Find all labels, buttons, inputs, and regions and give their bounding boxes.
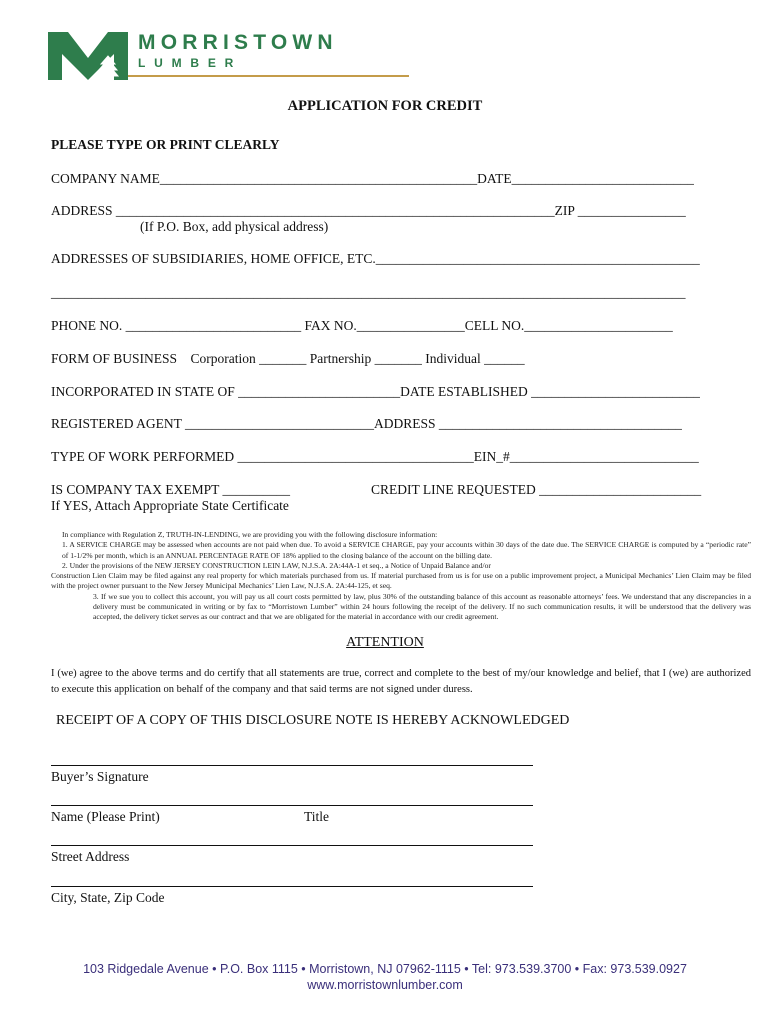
brand-name-bottom: LUMBER [138,56,243,70]
name-print-line[interactable] [51,805,533,806]
tax-exempt-field[interactable]: IS COMPANY TAX EXEMPT __________ [51,482,290,497]
disclosure-intro: In compliance with Regulation Z, TRUTH-IN-LENDING, we are providing you with the following disclosure information: [62,530,438,539]
street-address-line[interactable] [51,845,533,846]
work-performed-field[interactable]: TYPE OF WORK PERFORMED ___________________________________EIN_#____________________________ [51,449,699,464]
credit-line-field[interactable]: CREDIT LINE REQUESTED ________________________ [371,482,702,497]
name-print-label: Name (Please Print) [51,809,160,824]
title-label: Title [304,809,330,824]
receipt-acknowledgement: RECEIPT OF A COPY OF THIS DISCLOSURE NOTE IS HEREBY ACKNOWLEDGED [56,713,570,728]
phone-fax-cell-field[interactable]: PHONE NO. __________________________ FAX NO.________________CELL NO.______________________ [51,318,673,333]
disclosure-item-2b: Construction Lien Claim may be filed against any real property for which materials purchased from us. If material purchased from us is for use on a public improvement project, a Municipal Mechanics’ Lien Claim may be filed with the project owner pursuant to the New Jersey Municipal Mechanics’ Lien Law, N.J.S.A. 2A:44-125, et seq. [51,571,751,591]
address-note: (If P.O. Box, add physical address) [140,219,329,234]
footer-address: 103 Ridgedale Avenue • P.O. Box 1115 • Morristown, NJ 07962-1115 • Tel: 973.539.3700 • Fax: 973.539.0927 [83,962,687,976]
subsidiaries-field[interactable]: ADDRESSES OF SUBSIDIARIES, HOME OFFICE, ETC.________________________________________________ [51,251,700,266]
incorporated-state-field[interactable]: INCORPORATED IN STATE OF ________________________DATE ESTABLISHED _________________________ [51,384,700,399]
brand-divider [128,75,409,77]
company-name-field[interactable]: COMPANY NAME_______________________________________________DATE___________________________ [51,171,694,186]
disclosure-block [51,530,751,623]
brand-name-top: MORRISTOWN [138,31,338,54]
footer-website[interactable]: www.morristownlumber.com [307,978,463,992]
disclosure-item-1: 1. A SERVICE CHARGE may be assessed when accounts are not paid when due. To avoid a SERVICE CHARGE, pay your accounts within 30 days of the date due. The SERVICE CHARGE is computed by a “periodic rate” of 1-1/2% per month, which is an ANNUAL PERCENTAGE RATE OF 18% applied to the closing balance of the account on the billing date. [62,540,751,560]
attention-heading: ATTENTION [346,635,424,650]
subsidiaries-extra-line[interactable]: ______________________________________________________________________________________________ [51,285,686,300]
form-of-business-field[interactable]: FORM OF BUSINESS Corporation _______ Partnership _______ Individual ______ [51,351,525,366]
registered-agent-field[interactable]: REGISTERED AGENT ____________________________ADDRESS ____________________________________ [51,416,682,431]
buyer-signature-line[interactable] [51,765,533,766]
tax-exempt-note: If YES, Attach Appropriate State Certificate [51,498,289,513]
disclosure-item-3: 3. If we sue you to collect this account, you will pay us all court costs permitted by law, plus 30% of the outstanding balance of this account as reasonable attorneys’ fees. We understand that any discrepancies in a delivery must be communicated in writing or by fax to “Morristown Lumber” within 24 hours following the receipt of the delivery. If no such communication results, it will be understood that the delivery was accepted, the delivery ticket serves as our contract and that we are obligated for the material in accordance with our credit agreement. [93,591,751,622]
agreement-text: I (we) agree to the above terms and do certify that all statements are true, correct and complete to the best of my/our knowledge and belief, that I (we) are authorized to execute this application on behalf of the company and that said terms are not signed under duress. [51,668,751,695]
form-title: APPLICATION FOR CREDIT [287,98,483,114]
buyer-signature-label: Buyer’s Signature [51,769,149,784]
city-state-zip-line[interactable] [51,886,533,887]
form-instruction: PLEASE TYPE OR PRINT CLEARLY [51,137,280,152]
address-field[interactable]: ADDRESS _________________________________________________________________ZIP ________________ [51,203,686,218]
disclosure-item-2a: 2. Under the provisions of the NEW JERSEY CONSTRUCTION LEIN LAW, N.J.S.A. 2A:44A-1 et seq., a Notice of Unpaid Balance and/or [62,560,491,570]
city-state-zip-label: City, State, Zip Code [51,890,165,905]
street-address-label: Street Address [51,849,130,864]
